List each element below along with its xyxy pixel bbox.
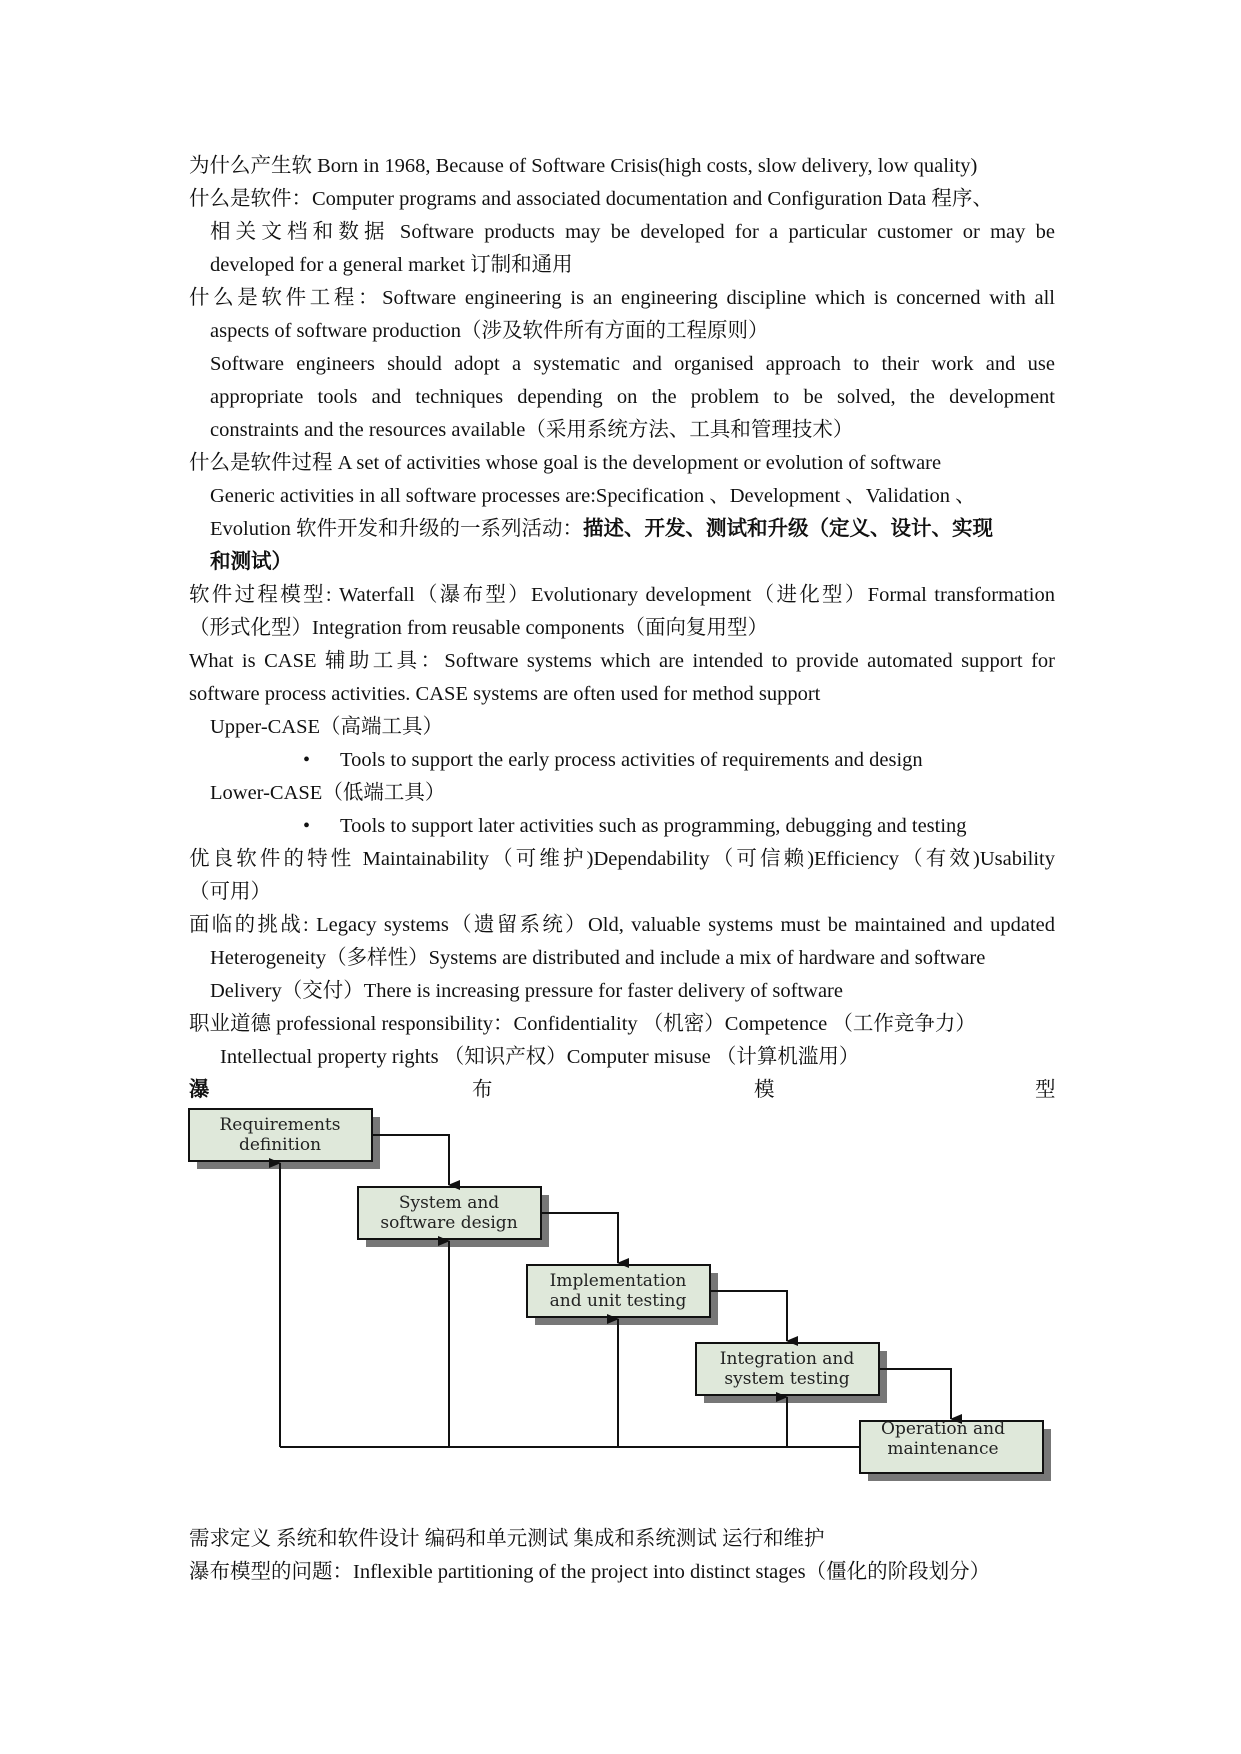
box-label: Requirements xyxy=(219,1115,341,1135)
text-line: 什么是软件过程 A set of activities whose goal is the development or evolution of software xyxy=(189,452,942,474)
text-line: 相关文档和数据 Software products may be developed for a particular customer or may be xyxy=(210,221,1055,243)
text-line: Heterogeneity（多样性）Systems are distributed and include a mix of hardware and software xyxy=(210,947,986,969)
box-label: software design xyxy=(380,1213,518,1233)
diagram-captions: 需求定义 系统和软件设计 编码和单元测试 集成和系统测试 运行和维护 xyxy=(189,1528,825,1550)
heading-char: 模 xyxy=(754,1079,775,1101)
integration-box xyxy=(696,1343,887,1403)
text-line: Delivery（交付）There is increasing pressure for faster delivery of software xyxy=(210,980,843,1002)
text-line xyxy=(210,517,993,541)
text-line: Upper-CASE（高端工具） xyxy=(210,716,444,738)
text-line: 和测试） xyxy=(210,551,292,573)
text-line: 为什么产生软 Born in 1968, Because of Software Crisis(high costs, slow delivery, low quality) xyxy=(189,155,978,177)
box-label: Implementation xyxy=(549,1271,687,1291)
box-label: system testing xyxy=(724,1369,850,1389)
text-line: 什么是软件：Computer programs and associated documentation and Configuration Data 程序、 xyxy=(189,188,993,210)
text-line: （形式化型）Integration from reusable components（面向复用型） xyxy=(189,617,769,639)
text-line: developed for a general market 订制和通用 xyxy=(210,254,573,276)
bullet-mark: • xyxy=(303,815,311,837)
text-line: 面临的挑战: Legacy systems（遗留系统）Old, valuable systems must be maintained and updated xyxy=(189,914,1055,936)
bullet-mark: • xyxy=(303,749,311,771)
heading-char: 型 xyxy=(1035,1079,1056,1101)
operation-box xyxy=(860,1419,1051,1481)
box-label: Operation and xyxy=(881,1419,1005,1439)
text-line: aspects of software production（涉及软件所有方面的工程原则） xyxy=(210,320,769,342)
heading-char: 瀑 xyxy=(189,1079,210,1101)
text-line: software process activities. CASE systems are often used for method support xyxy=(189,683,821,705)
system-design-box xyxy=(358,1187,549,1247)
text-line: Generic activities in all software processes are:Specification 、Development 、Validation 、 xyxy=(210,485,976,507)
bold-text: 描述、开发、测试和升级（定义、设计、实现 xyxy=(582,518,993,540)
text-line: 职业道德 professional responsibility：Confidentiality （机密）Competence （工作竞争力） xyxy=(189,1013,976,1035)
bullet-item: Tools to support the early process activities of requirements and design xyxy=(340,749,923,771)
text-line: 瀑布模型的问题：Inflexible partitioning of the project into distinct stages（僵化的阶段划分） xyxy=(189,1561,991,1583)
text-line: 什么是软件工程：Software engineering is an engineering discipline which is concerned with all xyxy=(189,287,1055,309)
box-label: definition xyxy=(238,1135,322,1155)
text-span: Evolution 软件开发和升级的一系列活动： xyxy=(210,518,583,540)
box-label: maintenance xyxy=(887,1439,999,1459)
text-line: What is CASE 辅助工具：Software systems which are intended to provide automated support for xyxy=(189,650,1055,672)
text-line: Software engineers should adopt a systematic and organised approach to their work and use xyxy=(210,353,1055,375)
requirements-box xyxy=(189,1109,380,1169)
text-line: （可用） xyxy=(189,881,271,903)
bullet-item: Tools to support later activities such as programming, debugging and testing xyxy=(340,815,967,837)
text-line: 软件过程模型: Waterfall（瀑布型）Evolutionary development（进化型）Formal transformation xyxy=(189,584,1055,606)
text-line: Lower-CASE（低端工具） xyxy=(210,782,446,804)
box-label: Integration and xyxy=(719,1349,855,1369)
text-line: 优良软件的特性 Maintainability（可维护)Dependability（可信赖)Efficiency（有效)Usability xyxy=(189,848,1055,870)
box-label: and unit testing xyxy=(549,1291,687,1311)
text-line: appropriate tools and techniques depending on the problem to be solved, the development xyxy=(210,386,1055,408)
text-line: Intellectual property rights （知识产权）Computer misuse （计算机滥用） xyxy=(220,1046,860,1068)
implementation-box xyxy=(527,1265,718,1325)
text-line: constraints and the resources available（采用系统方法、工具和管理技术） xyxy=(210,419,854,441)
heading-char: 布 xyxy=(472,1079,493,1101)
box-label: System and xyxy=(398,1193,500,1213)
waterfall-diagram xyxy=(186,1106,1056,1491)
